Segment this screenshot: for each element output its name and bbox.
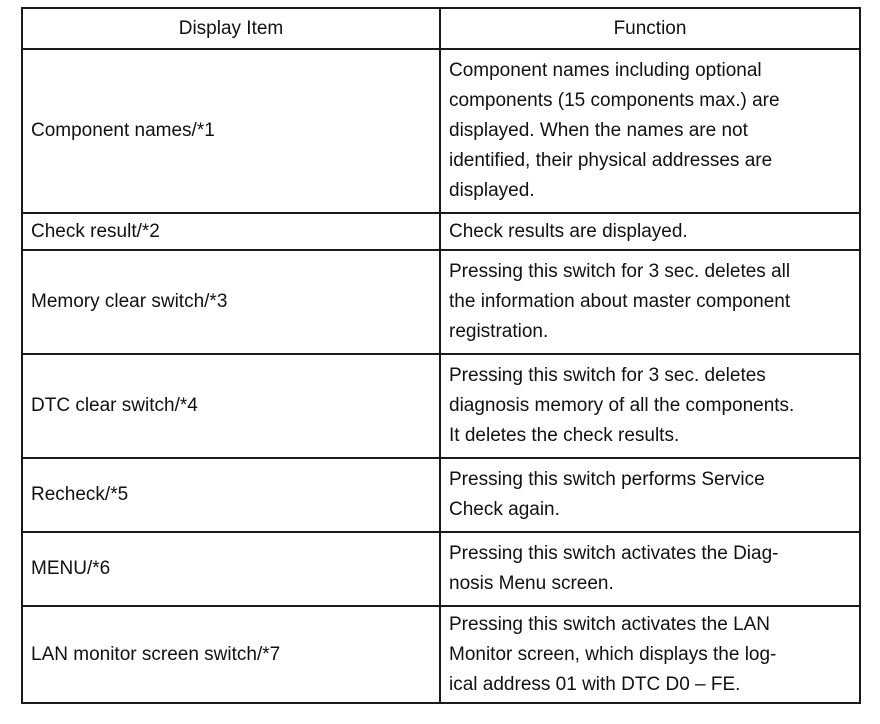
table-row (22, 532, 860, 606)
function-line: Pressing this switch performs Service (449, 469, 765, 490)
display-item-cell: Recheck/*5 (22, 458, 440, 532)
header-display-item: Display Item (22, 8, 440, 49)
display-item-cell: Memory clear switch/*3 (22, 250, 440, 354)
display-item-cell: Check result/*2 (22, 213, 440, 250)
function-line: Component names including optional (449, 60, 762, 81)
header-function: Function (440, 8, 860, 49)
table-row (22, 250, 860, 354)
function-line: nosis Menu screen. (449, 573, 614, 594)
function-line: registration. (449, 321, 549, 342)
function-cell (440, 606, 860, 703)
function-line: ical address 01 with DTC D0 – FE. (449, 673, 741, 695)
function-line: Check results are displayed. (449, 220, 688, 242)
table-row (22, 213, 860, 250)
table-row (22, 49, 860, 213)
function-line: Pressing this switch activates the Diag- (449, 543, 779, 564)
function-line: Pressing this switch activates the LAN (449, 613, 771, 635)
function-line: displayed. When the names are not (449, 120, 748, 141)
display-item-cell: DTC clear switch/*4 (22, 354, 440, 458)
function-cell (440, 49, 860, 213)
function-line: diagnosis memory of all the components. (449, 395, 795, 416)
table-row (22, 606, 860, 703)
display-item-cell: LAN monitor screen switch/*7 (22, 606, 440, 703)
display-item-cell: Component names/*1 (22, 49, 440, 213)
function-cell (440, 250, 860, 354)
table-row (22, 458, 860, 532)
function-line: Pressing this switch for 3 sec. deletes (449, 365, 766, 386)
function-line: Monitor screen, which displays the log- (449, 643, 777, 665)
function-line: the information about master component (449, 291, 791, 312)
function-line: Pressing this switch for 3 sec. deletes all (449, 261, 791, 282)
function-line: components (15 components max.) are (449, 90, 780, 111)
function-line: It deletes the check results. (449, 425, 680, 446)
table-row (22, 354, 860, 458)
function-line: displayed. (449, 180, 535, 201)
function-cell (440, 458, 860, 532)
function-line: identified, their physical addresses are (449, 150, 773, 171)
display-item-cell: MENU/*6 (22, 532, 440, 606)
header-row (22, 8, 860, 49)
function-cell (440, 213, 860, 250)
function-line: Check again. (449, 499, 560, 520)
function-cell (440, 532, 860, 606)
function-cell (440, 354, 860, 458)
display-item-function-table (21, 7, 861, 704)
